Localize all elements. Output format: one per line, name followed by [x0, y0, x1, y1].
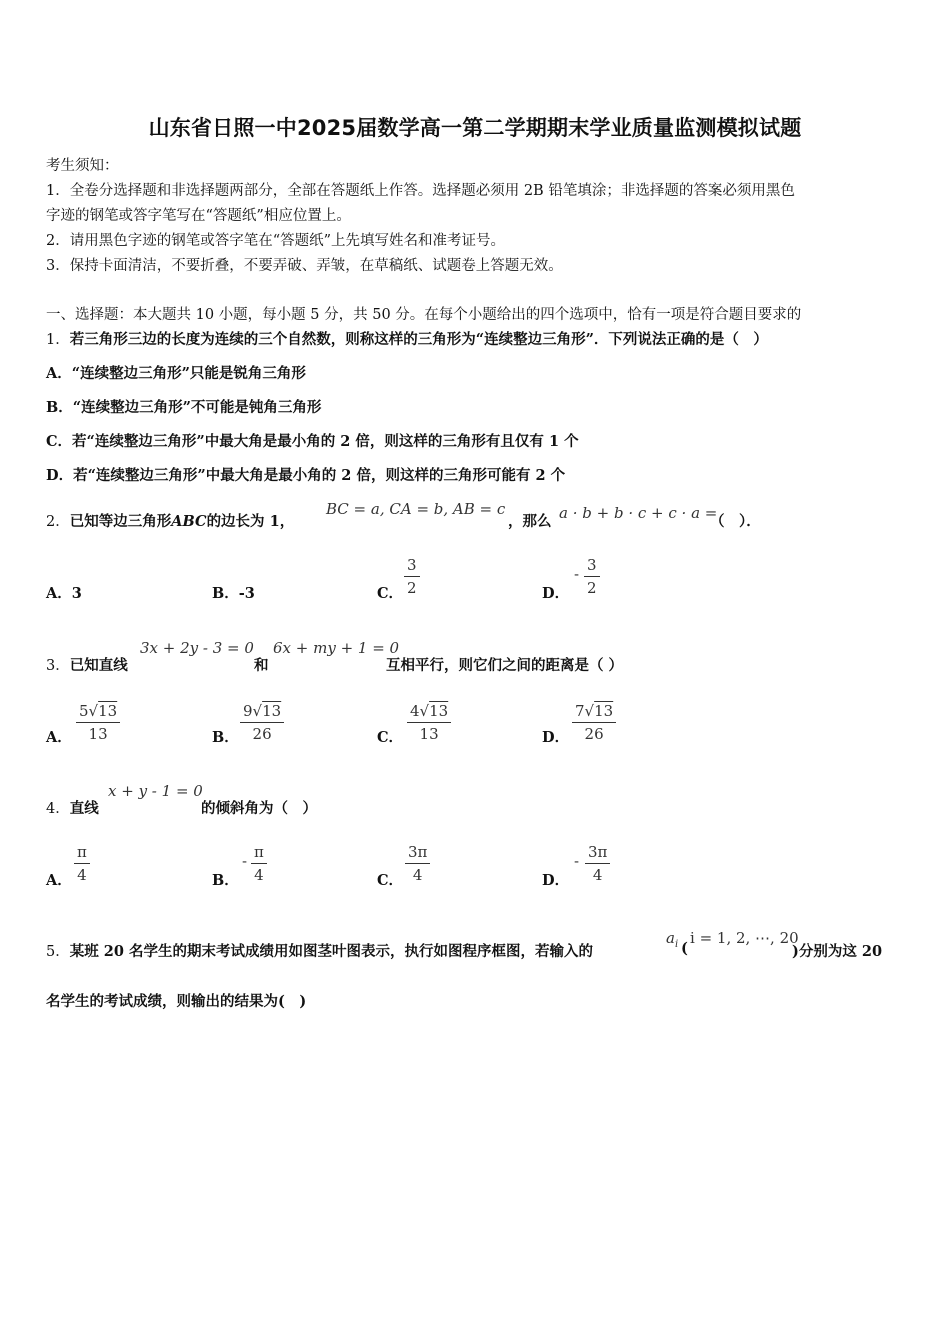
denominator: 4	[412, 866, 423, 884]
question-2-option-d-fraction	[584, 556, 600, 597]
radicand: 13	[262, 702, 282, 720]
minus-sign: -	[574, 567, 580, 583]
question-3-stem-start	[46, 654, 128, 675]
question-2-option-b	[212, 582, 255, 603]
minus-sign: -	[242, 854, 248, 870]
denominator: 4	[592, 866, 603, 884]
question-4-option-c-label: C．	[377, 872, 404, 889]
question-4-option-b-label: B．	[212, 872, 239, 889]
question-1-option-c: C．若“连续整边三角形”中最大角是最小角的 2 倍，则这样的三角形有且仅有 1 个	[46, 433, 579, 450]
question-5-text-end: )分别为这 20	[792, 943, 883, 960]
minus-sign: -	[574, 854, 580, 870]
question-3-option-a-fraction	[76, 702, 120, 743]
question-1-option-a: A．“连续整边三角形”只能是锐角三角形	[46, 365, 306, 382]
radicand: 13	[98, 702, 118, 720]
question-4-option-a-label: A．	[46, 872, 72, 889]
question-text: 某班 20 名学生的期末考试成绩用如图茎叶图表示，执行如图程序框图，若输入的	[69, 943, 594, 960]
option-value: 3	[71, 585, 82, 602]
question-2-text-end: （ ）．	[710, 513, 761, 530]
denominator: 4	[77, 866, 87, 884]
question-5-stem-start	[46, 940, 593, 961]
question-3-option-d-label: D．	[542, 729, 570, 746]
denominator: 26	[584, 725, 604, 743]
option-label: B．	[212, 585, 239, 602]
notice-item-2: 2．请用黑色字迹的钢笔或答字笔在“答题纸”上先填写姓名和准考证号。	[46, 233, 506, 249]
page-title: 山东省日照一中2025届数学高一第二学期期末学业质量监测模拟试题	[148, 116, 802, 140]
question-1-option-b: B．“连续整边三角形”不可能是钝角三角形	[46, 399, 322, 416]
denominator: 2	[587, 579, 597, 597]
question-2-stem-start	[46, 510, 294, 531]
question-4-text-end: 的倾斜角为（ ）	[201, 800, 317, 817]
notice-item-1b: 字迹的钢笔或答字笔写在“答题纸”相应位置上。	[46, 208, 351, 224]
question-1-option-d: D．若“连续整边三角形”中最大角是最小角的 2 倍，则这样的三角形可能有 2 个	[46, 467, 566, 484]
variable-a: a	[666, 929, 675, 947]
numerator: 9√13	[240, 702, 284, 723]
index-range: i = 1, 2, ⋯, 20	[690, 929, 799, 947]
question-2-option-a	[46, 582, 82, 603]
question-4-option-c-fraction	[405, 843, 430, 884]
question-3-text-and: 和	[254, 657, 269, 674]
question-4-option-a-fraction	[74, 843, 90, 884]
question-text: 已知等边三角形	[69, 513, 172, 530]
question-2-text-mid: ，那么	[508, 513, 552, 530]
notice-heading: 考生须知：	[46, 158, 119, 174]
question-number: 5．	[46, 944, 70, 960]
numerator: 4√13	[407, 702, 451, 723]
question-text: 已知直线	[69, 657, 128, 674]
line-equation-1: 3x + 2y - 3 = 0	[140, 639, 254, 657]
denominator: 2	[407, 579, 417, 597]
question-3-option-c-label: C．	[377, 729, 404, 746]
numerator: π	[251, 843, 267, 864]
denominator: 4	[254, 866, 264, 884]
numerator: 3	[584, 556, 600, 577]
coefficient: 9	[243, 702, 253, 720]
numerator: 5√13	[76, 702, 120, 723]
subscript-i: i	[674, 939, 679, 950]
radicand: 13	[594, 702, 614, 720]
question-3-option-d-fraction	[572, 702, 616, 743]
denominator: 13	[88, 725, 108, 743]
question-3-option-b-label: B．	[212, 729, 239, 746]
option-label: A．	[46, 585, 72, 602]
question-3-text-end: 互相平行，则它们之间的距离是（ ）	[386, 657, 624, 674]
question-2-option-c-fraction	[404, 556, 420, 597]
question-4-stem-start	[46, 797, 99, 818]
question-3-option-a-label: A．	[46, 729, 72, 746]
question-text: 若三角形三边的长度为连续的三个自然数，则称这样的三角形为“连续整边三角形”．下列说法正确的是（ ）	[69, 331, 768, 348]
question-text: 的边长为 1，	[206, 513, 295, 530]
coefficient: 5	[79, 702, 89, 720]
question-3-option-c-fraction	[407, 702, 451, 743]
coefficient: 7	[575, 702, 585, 720]
numerator: π	[74, 843, 90, 864]
question-number: 4．	[46, 801, 70, 817]
numerator: 3π	[405, 843, 430, 864]
numerator: 3	[404, 556, 420, 577]
question-5-stem-cont: 名学生的考试成绩，则输出的结果为( )	[46, 993, 307, 1010]
question-number: 1．	[46, 332, 70, 348]
question-number: 3．	[46, 658, 70, 674]
question-4-option-b-fraction	[251, 843, 267, 884]
input-variable	[666, 929, 678, 950]
notice-item-1a: 1．全卷分选择题和非选择题两部分，全部在答题纸上作答。选择题必须用 2B 铅笔填涂；非选择题的答案必须用黑色	[46, 183, 795, 199]
denominator: 13	[419, 725, 439, 743]
vector-expression: a · b + b · c + c · a =	[559, 504, 718, 522]
paren-open: (	[681, 940, 688, 957]
triangle-name: ABC	[171, 513, 207, 530]
question-3-option-b-fraction	[240, 702, 284, 743]
question-text: 直线	[69, 800, 99, 817]
question-2-option-c-label: C．	[377, 585, 404, 602]
question-4-option-d-fraction	[585, 843, 610, 884]
vector-condition: BC = a, CA = b, AB = c	[326, 500, 506, 518]
section-heading: 一、选择题：本大题共 10 小题，每小题 5 分，共 50 分。在每个小题给出的四个选项中，恰有一项是符合题目要求的	[46, 307, 802, 323]
numerator: 7√13	[572, 702, 616, 723]
coefficient: 4	[410, 702, 420, 720]
radicand: 13	[429, 702, 449, 720]
question-4-option-d-label: D．	[542, 872, 570, 889]
line-equation-2: 6x + my + 1 = 0	[273, 639, 400, 657]
question-number: 2．	[46, 514, 70, 530]
question-1-stem	[46, 328, 768, 349]
question-2-option-d-label: D．	[542, 585, 570, 602]
line-equation: x + y - 1 = 0	[108, 782, 203, 800]
denominator: 26	[252, 725, 272, 743]
option-value: -3	[238, 585, 255, 602]
numerator: 3π	[585, 843, 610, 864]
notice-item-3: 3．保持卡面清洁，不要折叠，不要弄破、弄皱，在草稿纸、试题卷上答题无效。	[46, 258, 563, 274]
